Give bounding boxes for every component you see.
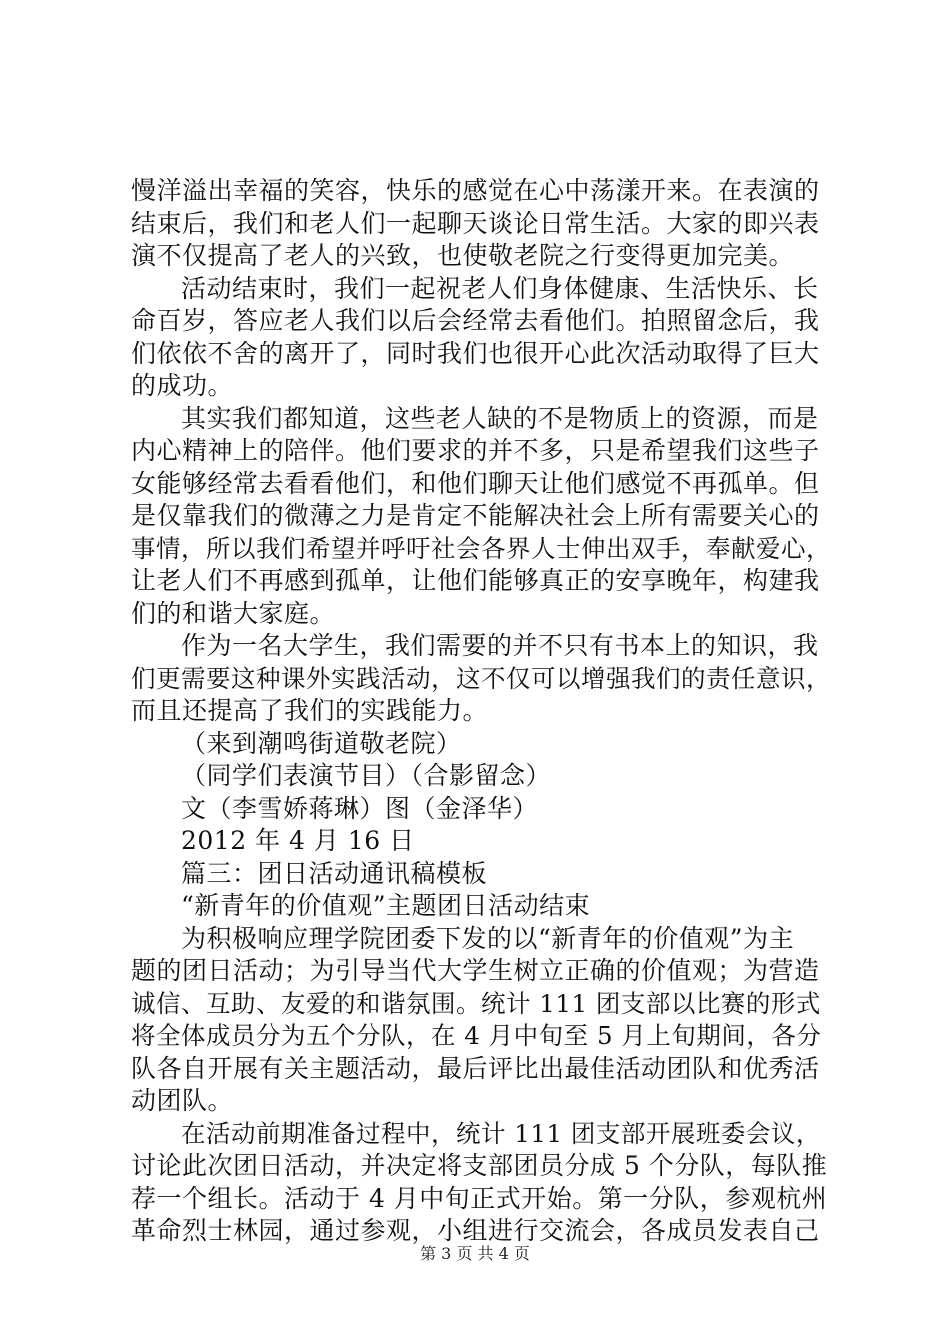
text-line: 2012 年 4 月 16 日 [181, 826, 415, 855]
text-line: 诚信、互助、友爱的和谐氛围。统计 111 团支部以比赛的形式 [131, 988, 821, 1018]
text-line: 队各自开展有关主题活动，最后评比出最佳活动团队和优秀活 [131, 1053, 820, 1083]
text-line: 讨论此次团日活动，并决定将支部团员分成 5 个分队，每队推 [131, 1151, 828, 1180]
page-footer: 第 3 页 共 4 页 [420, 1244, 530, 1263]
text-line: 们更需要这种课外实践活动，这不仅可以增强我们的责任意识， [131, 663, 831, 693]
text-line: 们依依不舍的离开了，同时我们也很开心此次活动取得了巨大 [131, 338, 820, 368]
text-line: 慢洋溢出幸福的笑容，快乐的感觉在心中荡漾开来。在表演的 [131, 176, 820, 205]
text-line: 文（李雪娇蒋琳）图（金泽华） [181, 793, 539, 823]
text-line: 其实我们都知道，这些老人缺的不是物质上的资源，而是 [181, 403, 819, 433]
text-line: （来到潮鸣街道敬老院） [181, 728, 462, 758]
text-line: （同学们表演节目）（合影留念） [181, 761, 552, 790]
text-line: 将全体成员分为五个分队，在 4 月中旬至 5 月上旬期间，各分 [131, 1021, 822, 1050]
text-line: 结束后，我们和老人们一起聊天谈论日常生活。大家的即兴表 [131, 208, 820, 238]
text-line: 内心精神上的陪伴。他们要求的并不多，只是希望我们这些子 [131, 436, 820, 465]
text-line: 题的团日活动；为引导当代大学生树立正确的价值观；为营造 [131, 956, 820, 985]
text-line: “新青年的价值观”主题团日活动结束 [181, 891, 591, 920]
text-line: 为积极响应理学院团委下发的以“新青年的价值观”为主 [181, 923, 795, 953]
text-line: 事情，所以我们希望并呼吁社会各界人士伸出双手，奉献爱心， [131, 533, 831, 563]
body-text [131, 175, 831, 1248]
text-line: 演不仅提高了老人的兴致，也使敬老院之行变得更加完美。 [131, 241, 795, 270]
text-line: 作为一名大学生，我们需要的并不只有书本上的知识，我 [181, 631, 819, 660]
text-line: 让老人们不再感到孤单，让他们能够真正的安享晚年，构建我 [131, 566, 820, 595]
text-line: 荐一个组长。活动于 4 月中旬正式开始。第一分队，参观杭州 [131, 1183, 828, 1213]
text-line: 在活动前期准备过程中，统计 111 团支部开展班委会议， [181, 1118, 821, 1148]
text-line: 女能够经常去看看他们，和他们聊天让他们感觉不再孤单。但 [131, 468, 820, 498]
text-line: 活动结束时，我们一起祝老人们身体健康、生活快乐、长 [181, 273, 819, 303]
text-line: 是仅靠我们的微薄之力是肯定不能解决社会上所有需要关心的 [131, 501, 820, 530]
text-line: 篇三：团日活动通讯稿模板 [181, 858, 488, 888]
text-line: 们的和谐大家庭。 [131, 598, 336, 628]
text-line: 动团队。 [131, 1086, 234, 1115]
text-line: 而且还提高了我们的实践能力。 [131, 696, 489, 725]
text-line: 的成功。 [131, 371, 234, 400]
text-line: 命百岁，答应老人我们以后会经常去看他们。拍照留念后，我 [131, 306, 820, 335]
text-line: 革命烈士林园，通过参观，小组进行交流会，各成员发表自己 [131, 1216, 820, 1245]
